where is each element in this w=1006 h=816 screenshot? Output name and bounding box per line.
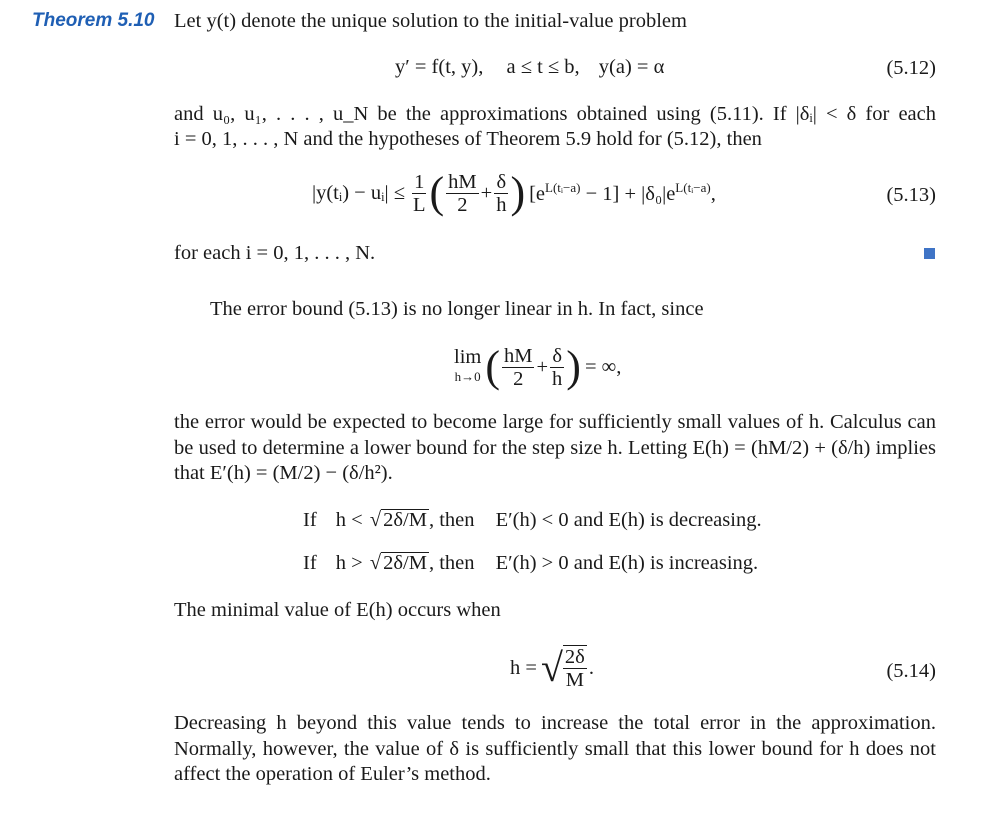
right-paren: ) xyxy=(566,342,581,391)
eq-512-ic: y(a) = α xyxy=(598,56,665,78)
if-result: E′(h) > 0 and E(h) is increasing. xyxy=(495,552,759,574)
eq-513-frac2-den: 2 xyxy=(457,193,468,216)
sqrt-radical: √ xyxy=(369,552,382,574)
eq-514-den: M xyxy=(565,669,584,691)
theorem-intro: Let y(t) denote the unique solution to the initial-value problem xyxy=(174,10,687,32)
eq-513-frac1-num: 1 xyxy=(414,170,425,193)
sqrt-argument: 2δ/M xyxy=(383,509,427,531)
sqrt-argument: 2δ/M xyxy=(383,552,427,574)
equation-number-5-14: (5.14) xyxy=(886,660,936,682)
eq-513-frac3-den: h xyxy=(496,193,507,216)
eq-514-fraction xyxy=(563,645,587,691)
eq-513-fraction-delta-over-h xyxy=(494,171,508,216)
eq-513-exponent-2: L(tᵢ−a) xyxy=(675,180,711,196)
lim-plus: + xyxy=(536,355,549,378)
lim-rhs: = ∞, xyxy=(584,355,622,378)
if-condition: h > xyxy=(335,552,363,574)
eq-513-frac2-num: hM xyxy=(448,170,477,193)
if-word: If xyxy=(303,509,317,531)
right-paren: ) xyxy=(510,168,526,217)
sqrt-radical: √ xyxy=(540,645,563,690)
equation-5-14 xyxy=(510,640,594,696)
lim-fraction-delta-over-h xyxy=(550,345,564,390)
equation-5-13 xyxy=(312,163,716,223)
equation-number-5-13: (5.13) xyxy=(886,184,936,206)
equation-number-5-12: (5.12) xyxy=(886,57,936,79)
lim-text: lim xyxy=(454,346,482,368)
if-word: If xyxy=(303,552,317,574)
eq-513-exponent-1: L(tᵢ−a) xyxy=(545,180,581,196)
error-bound-paragraph: The error bound (5.13) is no longer linear in h. In fact, since xyxy=(210,298,704,320)
eq-513-tail xyxy=(529,180,716,206)
if-line-decreasing xyxy=(303,509,762,532)
lim-subscript: h→0 xyxy=(454,369,481,384)
lim-fraction-hm-over-2 xyxy=(502,345,534,390)
final-paragraph: Decreasing h beyond this value tends to increase the total error in the approximation. Normally, however, the value of δ is sufficiently small that this lower bound for h does not affect the operation of Euler’s method. xyxy=(174,712,936,785)
limit-operator xyxy=(454,347,481,387)
hypothesis-line-2: i = 0, 1, . . . , N and the hypotheses of Theorem 5.9 hold for (5.12), then xyxy=(174,128,762,150)
left-paren: ( xyxy=(485,342,500,391)
eq-513-frac1-den: L xyxy=(412,193,426,216)
eq-514-period: . xyxy=(588,656,594,679)
minimal-value-text: The minimal value of E(h) occurs when xyxy=(174,599,501,621)
hypothesis-line-1: and u₀, u₁, . . . , u_N be the approximations obtained using (5.11). If |δᵢ| < δ for each xyxy=(174,103,936,125)
left-paren: ( xyxy=(429,168,445,217)
if-line-increasing xyxy=(303,552,758,575)
equation-5-12 xyxy=(395,56,664,79)
end-of-proof-box xyxy=(924,248,935,259)
if-condition: h < xyxy=(335,509,363,531)
then-word: , then xyxy=(428,552,475,574)
sqrt-radical: √ xyxy=(369,509,382,531)
eq-513-fraction-1-over-L xyxy=(411,171,428,216)
eq-513-frac3-num: δ xyxy=(496,170,507,193)
eq-513-tail-c: , xyxy=(710,182,716,205)
limit-equation xyxy=(454,340,621,394)
lim-frac1-den: 2 xyxy=(513,367,524,390)
theorem-label: Theorem 5.10 xyxy=(32,10,155,31)
then-word: , then xyxy=(428,509,475,531)
lim-frac2-num: δ xyxy=(552,344,562,367)
eq-512-lhs: y′ = f(t, y), xyxy=(395,56,484,78)
eq-513-lhs: |y(tᵢ) − uᵢ| ≤ xyxy=(312,181,405,204)
eq-512-domain: a ≤ t ≤ b, xyxy=(506,56,580,78)
eq-514-num: 2δ xyxy=(564,646,585,668)
lim-frac2-den: h xyxy=(552,367,563,390)
eq-513-fraction-hm-over-2 xyxy=(446,171,478,216)
eq-513-tail-a: [e xyxy=(529,182,546,205)
eq-514-lhs: h = xyxy=(510,656,537,679)
calculus-paragraph: the error would be expected to become large for sufficiently small values of h. Calculus can be used to determine a lower bound for the step size h. Letting E(h) = (hM/2) + (δ/h) implies that E′(h) = (M/2) − (δ/h²). xyxy=(174,411,936,484)
eq-513-plus: + xyxy=(480,181,493,204)
lim-frac1-num: hM xyxy=(504,344,533,367)
for-each-text: for each i = 0, 1, . . . , N. xyxy=(174,242,376,264)
eq-513-tail-b: − 1] + |δ₀|e xyxy=(580,182,676,205)
if-result: E′(h) < 0 and E(h) is decreasing. xyxy=(495,509,762,531)
